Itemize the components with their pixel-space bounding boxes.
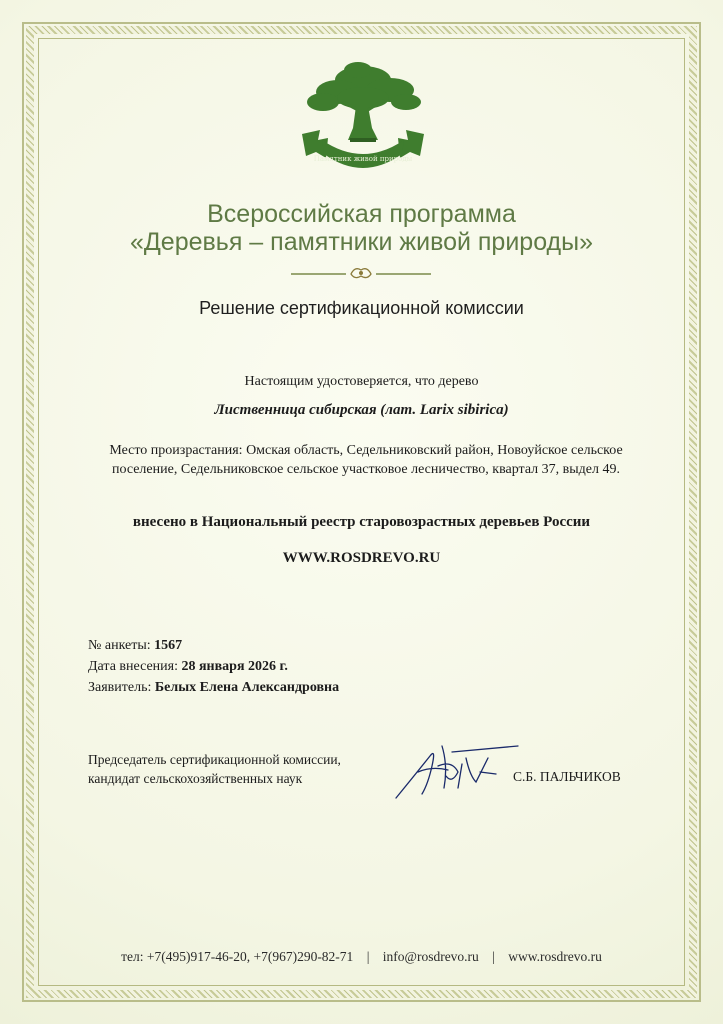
location-block (86, 441, 646, 479)
applicant-value: Белых Елена Александровна (154, 680, 340, 695)
form-number-row (88, 638, 182, 654)
commission-heading: Решение сертификационной комиссии (199, 298, 524, 318)
program-title-line2: «Деревья – памятники живой природы» (129, 228, 594, 256)
chairman-title-line2: кандидат сельскохозяйственных наук (88, 771, 303, 786)
program-title-line1: Всероссийская программа (207, 200, 516, 228)
footer-email-link[interactable]: info@rosdrevo.ru (382, 949, 479, 964)
footer-separator: | (366, 949, 370, 964)
form-number-value: 1567 (154, 638, 183, 653)
entry-date-label: Дата внесения: (88, 659, 178, 674)
divider-ornament-icon (291, 262, 431, 284)
logo-ribbon-text: Памятник живой природы (313, 155, 413, 163)
entry-date-value: 28 января 2026 г. (181, 659, 288, 674)
form-number-label: № анкеты: (88, 638, 151, 653)
entry-date-row (88, 659, 288, 675)
chairman-name: С.Б. ПАЛЬЧИКОВ (513, 769, 621, 784)
signature-icon (392, 736, 520, 806)
chairman-title-line1: Председатель сертификационной комиссии, (88, 752, 341, 767)
footer-web-link[interactable]: www.rosdrevo.ru (508, 949, 602, 964)
footer-separator: | (492, 949, 495, 964)
applicant-label: Заявитель: (88, 680, 152, 695)
tree-logo-icon (298, 58, 428, 176)
footer-contacts (60, 949, 663, 965)
tree-species-name: Лиственница сибирская (лат. Larix sibirica) (214, 402, 509, 418)
registry-statement: внесено в Национальный реестр старовозрастных деревьев России (132, 514, 591, 530)
location-line1: Омская область, Седельниковский район, Новоуйское сельское (246, 443, 623, 458)
website-caps: WWW.ROSDREVO.RU (282, 550, 441, 566)
chairman-title (88, 750, 341, 788)
location-line2: поселение, Седельниковское сельское участковое лесничество, квартал 37, выдел 49. (111, 462, 621, 477)
footer-phone: тел: +7(495)917-46-20, +7(967)290-82-71 (121, 949, 354, 964)
intro-text: Настоящим удостоверяется, что дерево (244, 374, 479, 389)
border-inner (38, 38, 685, 986)
location-label: Место произрастания: (109, 443, 243, 458)
applicant-row (88, 680, 339, 696)
